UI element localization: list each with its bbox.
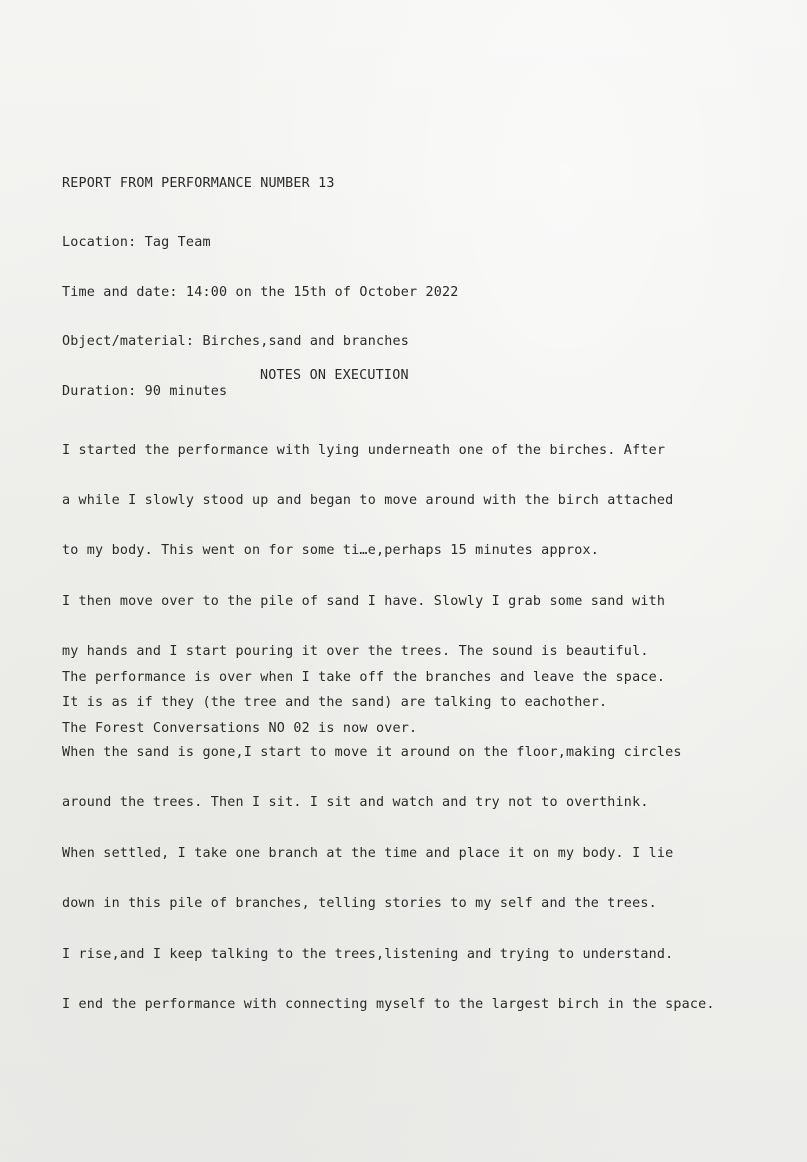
notes-line: It is as if they (the tree and the sand) are talking to eachother. <box>62 694 608 710</box>
notes-line: down in this pile of branches, telling stories to my self and the trees. <box>62 896 657 912</box>
closing-paragraph <box>62 635 665 771</box>
notes-line: When settled, I take one branch at the time and place it on my body. I lie <box>62 845 674 861</box>
section-heading: NOTES ON EXECUTION <box>260 368 409 383</box>
notes-line: I rise,and I keep talking to the trees,listening and trying to understand. <box>62 946 674 962</box>
meta-duration: Duration: 90 minutes <box>62 383 228 399</box>
notes-line: around the trees. Then I sit. I sit and watch and try not to overthink. <box>62 795 649 811</box>
meta-object-material: Object/material: Birches,sand and branches <box>62 334 409 349</box>
meta-time-and-date: Time and date: 14:00 on the 15th of October 2022 <box>62 284 459 300</box>
report-metadata <box>62 202 459 433</box>
notes-line: I end the performance with connecting myself to the largest birch in the space. <box>62 996 715 1012</box>
notes-line: When the sand is gone,I start to move it around on the floor,making circles <box>62 744 682 760</box>
closing-line: The performance is over when I take off the branches and leave the space. <box>62 670 666 685</box>
notes-line: I then move over to the pile of sand I have. Slowly I grab some sand with <box>62 593 666 609</box>
notes-line: a while I slowly stood up and began to move around with the birch attached <box>62 492 674 508</box>
notes-line: I started the performance with lying underneath one of the birches. After <box>62 442 666 458</box>
meta-location: Location: Tag Team <box>62 235 211 250</box>
notes-line: to my body. This went on for some ti…e,perhaps 15 minutes approx. <box>62 543 600 559</box>
report-title: REPORT FROM PERFORMANCE NUMBER 13 <box>62 176 335 191</box>
notes-line: my hands and I start pouring it over the trees. The sound is beautiful. <box>62 644 649 660</box>
closing-line: The Forest Conversations NO 02 is now over. <box>62 721 418 736</box>
